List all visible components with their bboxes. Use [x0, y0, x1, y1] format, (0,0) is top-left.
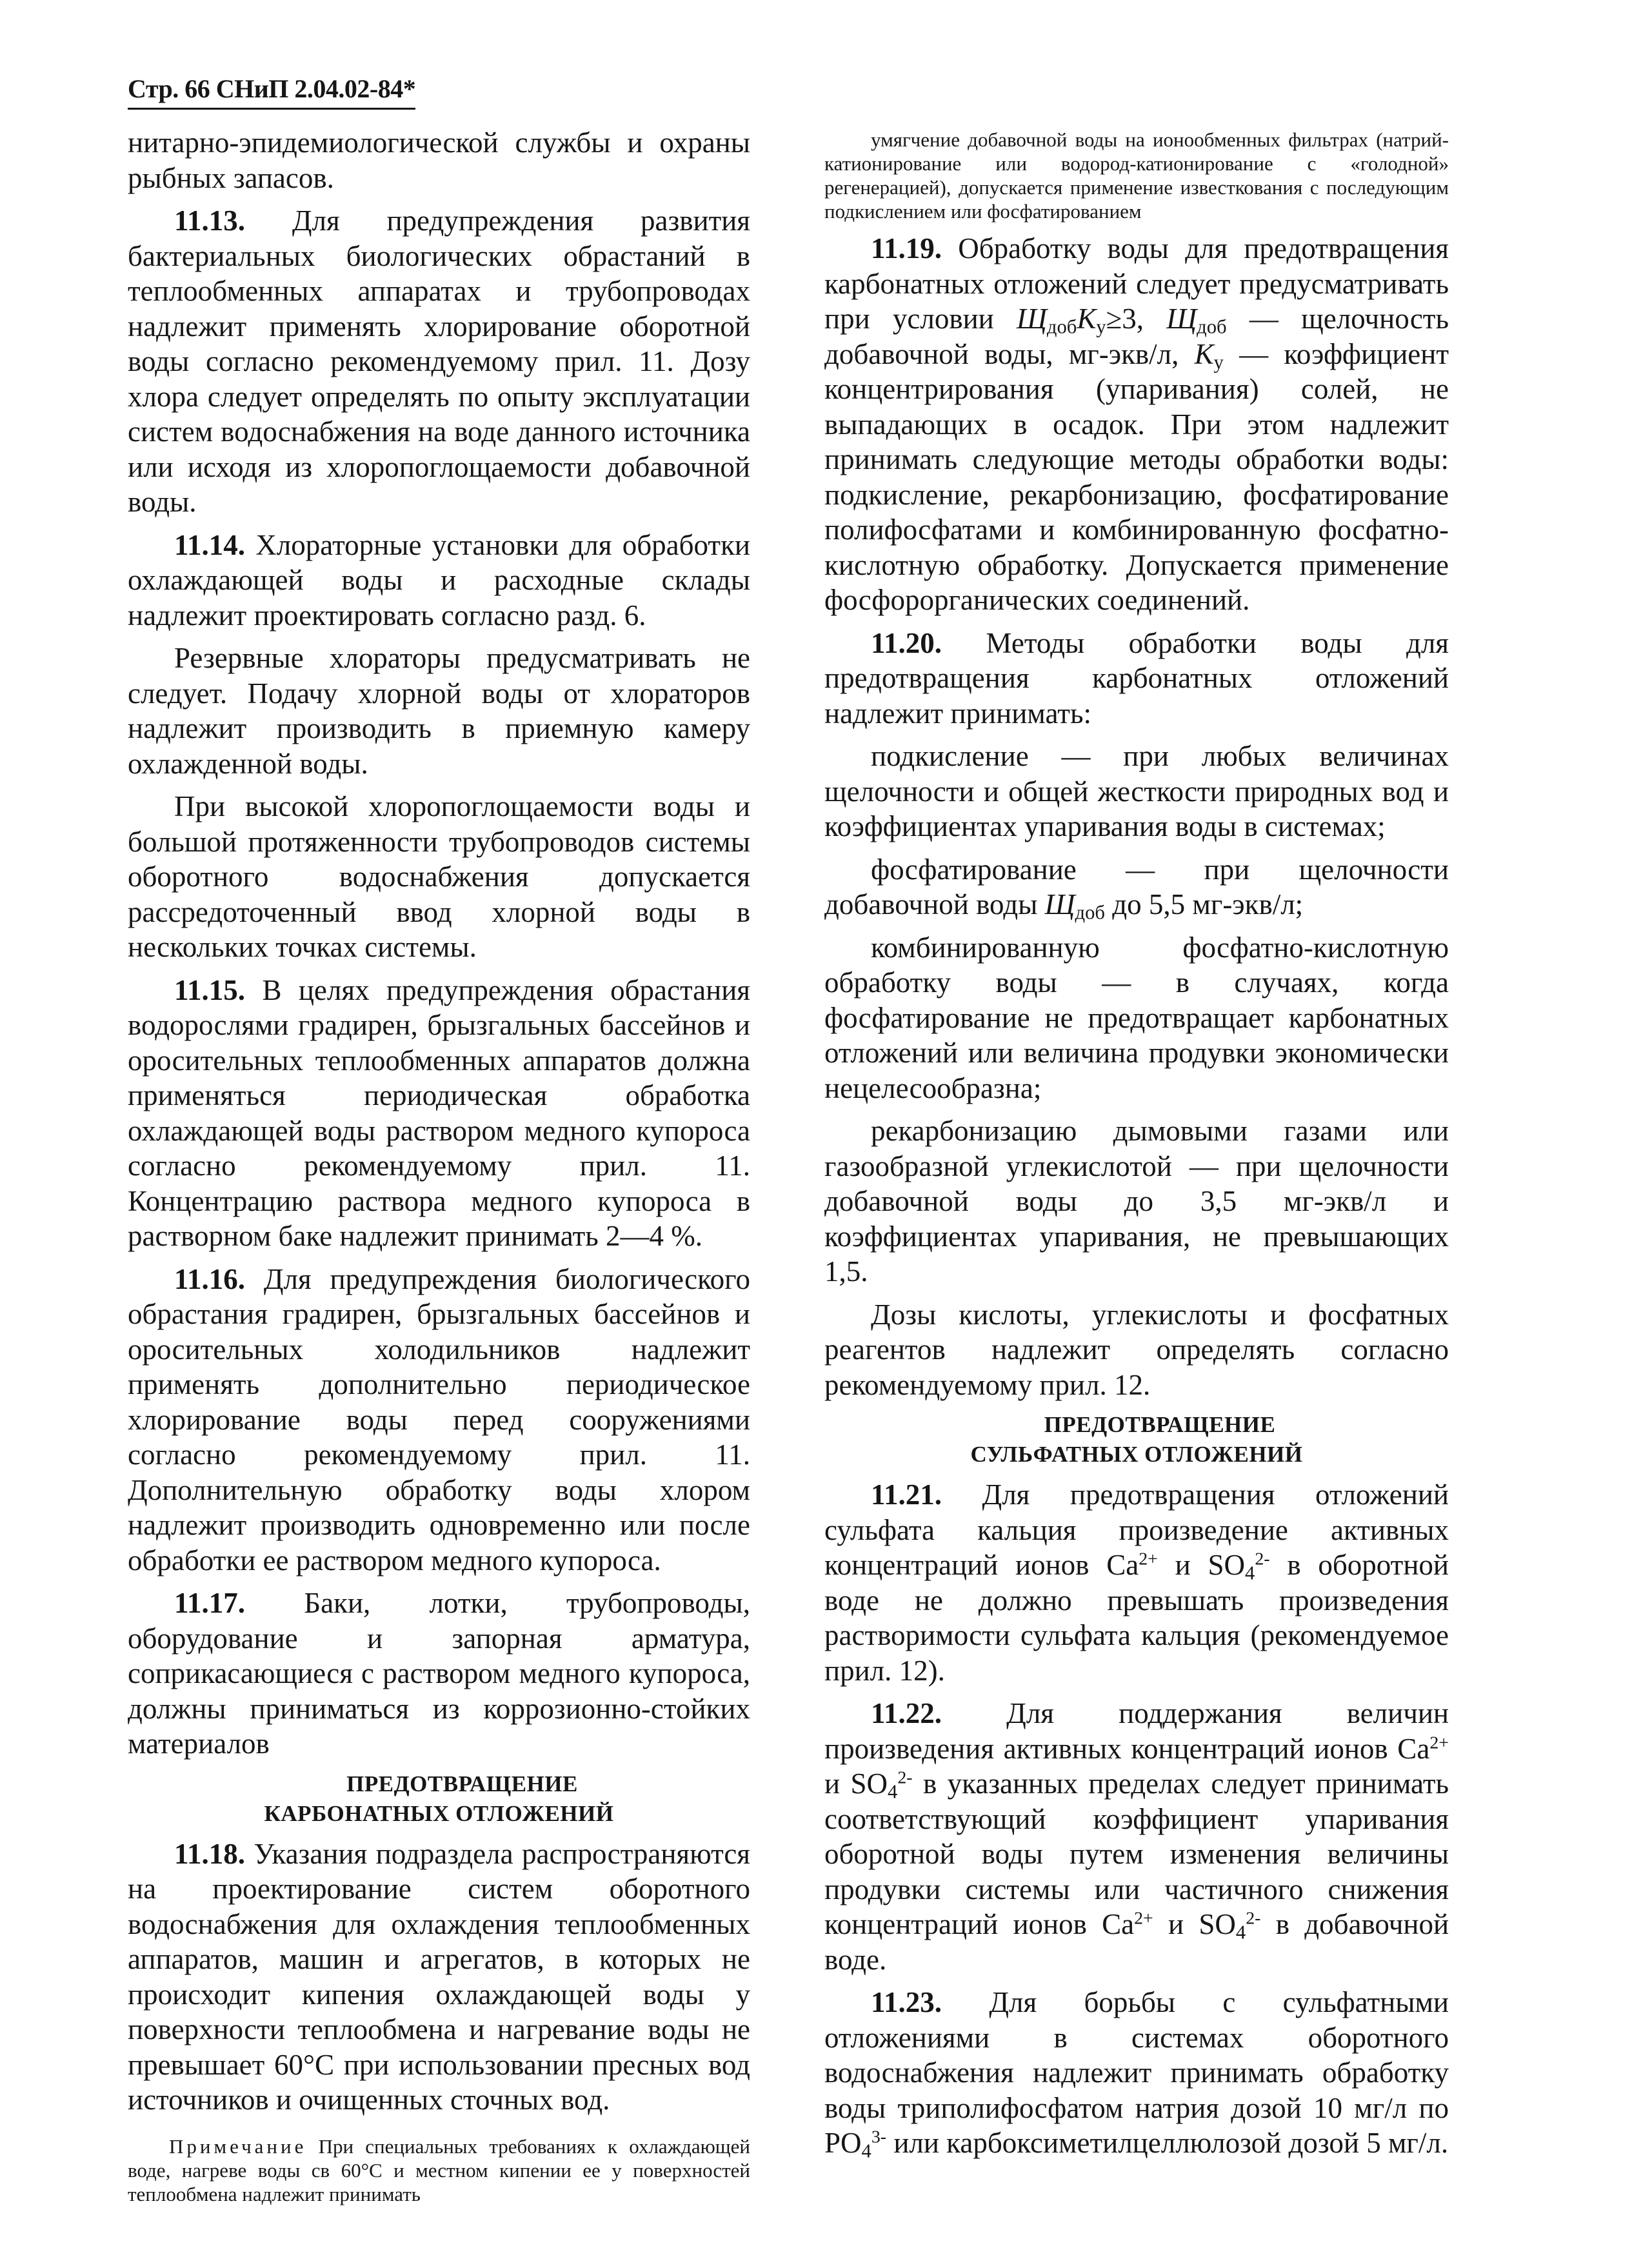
clause-11-16 [128, 1262, 750, 1578]
clause-number: 11.13. [174, 204, 246, 237]
symbol-alkalinity: Щ [1044, 888, 1075, 920]
paragraph: При высокой хлоропоглощаемости воды и большой протяженности трубопроводов системы оборотного водоснабжения допускается рассредоточенный ввод хлорной воды в нескольких точках системы. [128, 790, 750, 963]
left-column [128, 125, 750, 2214]
clause-text: SO [850, 1767, 888, 1800]
clause-11-21 [824, 1477, 1449, 1688]
clause-text: Для борьбы с сульфатными отложениями в системах оборотного водоснабжения надлежит принимать обработку воды триполифосфатом натрия дозой 10 мг/л по PO [824, 1986, 1449, 2159]
clause-text: в оборотной воде не должно превышать произведения растворимости сульфата кальция (рекомендуемое прил. 12). [824, 1549, 1449, 1687]
clause-number: 11.20. [871, 626, 942, 659]
superscript: 2+ [1139, 1549, 1158, 1569]
clause-text: и [824, 1767, 841, 1800]
clause-number: 11.17. [174, 1587, 246, 1619]
clause-number: 11.21. [871, 1478, 942, 1511]
clause-number: 11.22. [871, 1697, 942, 1729]
paragraph-continuation: нитарно-эпидемиологической службы и охраны рыбных запасов. [128, 126, 750, 194]
method-text: фосфатирование — при щелочности добавочной воды [824, 853, 1449, 920]
clause-11-15 [128, 973, 750, 1254]
clause-number: 11.19. [871, 232, 942, 264]
superscript: 2+ [1429, 1733, 1449, 1753]
superscript: 2- [897, 1767, 913, 1788]
paragraph: Дозы кислоты, углекислоты и фосфатных реагентов надлежит определять согласно рекомендуемому прил. 12. [824, 1298, 1449, 1401]
method-item: подкисление — при любых величинах щелочности и общей жесткости природных вод и коэффициентах упаривания воды в системах; [824, 740, 1449, 842]
superscript: 2+ [1134, 1908, 1153, 1929]
superscript: 2- [1246, 1908, 1261, 1929]
subscript: 4 [1245, 1562, 1255, 1584]
clause-number: 11.23. [871, 1986, 942, 2018]
subscript: 4 [861, 2140, 871, 2162]
clause-11-23 [824, 1985, 1449, 2161]
symbol-alkalinity: Щ [1166, 303, 1197, 335]
paragraph: Резервные хлораторы предусматривать не следует. Подачу хлорной воды от хлораторов надлежит производить в приемную камеру охлажденной воды. [128, 642, 750, 780]
clause-text: SO [1199, 1908, 1236, 1940]
symbol-coefficient: К [1194, 337, 1214, 370]
method-item: комбинированную фосфатно-кислотную обработку воды — в случаях, когда фосфатирование не предотвращает карбонатных отложений или величина продувки экономически нецелесообразна; [824, 931, 1449, 1104]
clause-11-19 [824, 231, 1449, 618]
clause-text: Для предотвращения отложений сульфата кальция произведение активных концентраций ионов Ca [824, 1478, 1449, 1581]
note-continuation: умягчение добавочной воды на ионообменных фильтрах (натрий-катионирование или водород-катионирование с «голодной» регенерацией), допускается применение известкования с последующим подкислением или фосфатированием [824, 128, 1449, 223]
superscript: 2- [1255, 1549, 1270, 1569]
clause-11-20 [824, 626, 1449, 731]
clause-number: 11.14. [174, 528, 246, 561]
subscript: доб [1046, 315, 1077, 338]
clause-text: в указанных пределах следует принимать соответствующий коэффициент упаривания оборотной воды путем изменения величины продувки системы или частичного снижения концентраций ионов Ca [824, 1767, 1449, 1940]
clause-text: в добавочной воде. [824, 1908, 1449, 1976]
heading-line: ПРЕДОТВРАЩЕНИЕ [1044, 1412, 1276, 1437]
clause-text: — щелочность добавочной воды, мг-экв/л, [824, 303, 1449, 370]
note-label: Примечание [169, 2134, 307, 2158]
clause-text: Баки, лотки, трубопроводы, оборудование и запорная арматура, соприкасающиеся с раствором медного купороса, должны приниматься из коррозионно-стойких материалов [128, 1587, 750, 1760]
clause-11-17 [128, 1586, 750, 1762]
clause-text: Для поддержания величин произведения активных концентраций ионов Ca [824, 1697, 1449, 1765]
page-header: Стр. 66 СНиП 2.04.02-84* [128, 74, 415, 110]
clause-text: и SO [1175, 1549, 1246, 1581]
note [128, 2134, 750, 2206]
subscript: 4 [888, 1780, 898, 1803]
clause-text: и [1168, 1908, 1184, 1940]
section-heading-sulfate [824, 1410, 1449, 1469]
clause-text: или карбоксиметилцеллюлозой дозой 5 мг/л. [893, 2127, 1449, 2159]
superscript: 3- [871, 2127, 887, 2147]
clause-text: Обработку воды для предотвращения карбонатных отложений следует предусматривать при условии [824, 232, 1449, 335]
note-text: При специальных требованиях к охлаждающей воде, нагреве воды св 60°С и местном кипении ее у поверхностей теплообмена надлежит принимать [128, 2134, 750, 2205]
clause-text: Хлораторные установки для обработки охлаждающей воды и расходные склады надлежит проектировать согласно разд. 6. [128, 528, 751, 632]
clause-text: — коэффициент концентрирования (упаривания) солей, не выпадающих в осадок. При этом надлежит принимать следующие методы обработки воды: подкисление, рекарбонизацию, фосфатирование полифосфатами и комбинированную фосфатно-кислотную обработку. Допускается применение фосфорорганических соединений. [824, 337, 1449, 616]
heading-line: ПРЕДОТВРАЩЕНИЕ [346, 1771, 578, 1796]
clause-11-14 [128, 528, 750, 633]
right-column [824, 128, 1449, 2169]
clause-text: Для предупреждения биологического обрастания градирен, брызгальных бассейнов и оросительных холодильников надлежит применять дополнительно периодическое хлорирование воды перед сооружениями согласно рекомендуемому прил. 11. Дополнительную обработку воды хлором надлежит производить одновременно или после обработки ее раствором медного купороса. [128, 1262, 750, 1577]
method-item: рекарбонизацию дымовыми газами или газообразной углекислотой — при щелочности добавочной воды до 3,5 мг-экв/л и коэффициентах упаривания, не превышающих 1,5. [824, 1115, 1449, 1288]
clause-11-18 [128, 1836, 750, 2118]
subscript: доб [1197, 315, 1227, 338]
subscript: доб [1075, 901, 1105, 924]
symbol-coefficient: К [1077, 303, 1097, 335]
clause-number: 11.16. [174, 1262, 246, 1295]
symbol-alkalinity: Щ [1016, 303, 1047, 335]
clause-11-22 [824, 1696, 1449, 1977]
clause-number: 11.15. [174, 973, 246, 1006]
method-text: до 5,5 мг-экв/л; [1112, 888, 1304, 920]
clause-text: Методы обработки воды для предотвращения карбонатных отложений надлежит принимать: [824, 626, 1449, 730]
heading-line: КАРБОНАТНЫХ ОТЛОЖЕНИЙ [264, 1800, 614, 1826]
clause-11-13 [128, 203, 750, 520]
subscript: у [1213, 351, 1224, 373]
clause-text: Для предупреждения развития бактериальных биологических обрастаний в теплообменных аппаратах и трубопроводах надлежит применять хлорирование оборотной воды согласно рекомендуемому прил. 11. Дозу хлора следует определять по опыту эксплуатации систем водоснабжения на воде данного источника или исходя из хлоропоглощаемости добавочной воды. [128, 204, 751, 518]
section-heading-carbonate [128, 1769, 750, 1829]
method-item [824, 852, 1449, 922]
clause-number: 11.18. [174, 1837, 246, 1870]
clause-text: ≥3, [1106, 303, 1144, 335]
clause-text: Указания подраздела распространяются на проектирование систем оборотного водоснабжения для охлаждения теплообменных аппаратов, машин и агрегатов, в которых не происходит кипения охлаждающей воды у поверхности теплообмена и нагревание воды не превышает 60°С при использовании пресных вод источников и очищенных сточных вод. [128, 1837, 751, 2116]
subscript: 4 [1235, 1921, 1246, 1944]
clause-text: В целях предупреждения обрастания водорослями градирен, брызгальных бассейнов и оросительных теплообменных аппаратов должна применяться периодическая обработка охлаждающей воды раствором медного купороса согласно рекомендуемому прил. 11. Концентрацию раствора медного купороса в растворном баке надлежит принимать 2—4 %. [128, 973, 750, 1252]
heading-line: СУЛЬФАТНЫХ ОТЛОЖЕНИЙ [970, 1442, 1303, 1467]
subscript: у [1096, 315, 1106, 338]
